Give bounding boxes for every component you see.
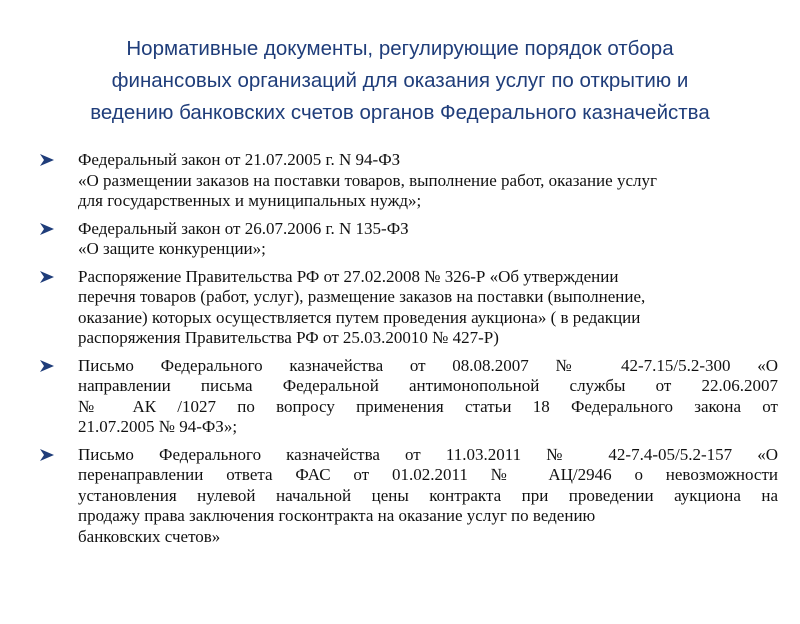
list-item-line: Письмо Федерального казначейства от 08.08.2007 № 42-7.15/5.2-300 «О bbox=[78, 355, 778, 375]
list-item-line: Распоряжение Правительства РФ от 27.02.2008 № 326-Р «Об утверждении bbox=[78, 266, 619, 286]
list-item-line: оказание) которых осуществляется путем проведения аукциона» ( в редакции bbox=[78, 307, 641, 327]
list-item bbox=[38, 150, 778, 212]
list-item-line: Федеральный закон от 21.07.2005 г. N 94-ФЗ bbox=[78, 150, 401, 169]
title-line-1: Нормативные документы, регулирующие порядок отбора bbox=[126, 37, 674, 60]
slide-title bbox=[40, 33, 760, 129]
arrowhead-bullet-icon bbox=[38, 267, 58, 287]
arrowhead-bullet-icon bbox=[38, 150, 58, 170]
list-item-line: для государственных и муниципальных нужд»; bbox=[78, 191, 422, 210]
list-item-line: продажу права заключения госконтракта на оказание услуг по ведению bbox=[78, 506, 596, 525]
list-item-line: банковских счетов» bbox=[78, 526, 221, 546]
list-item-line: «О размещении заказов на поставки товаров, выполнение работ, оказание услуг bbox=[78, 170, 657, 190]
list-item-line: распоряжения Правительства РФ от 25.03.20010 № 427-Р) bbox=[78, 328, 499, 347]
list-item-line: 21.07.2005 № 94-ФЗ»; bbox=[78, 417, 238, 436]
list-item-line: № АК /1027 по вопросу применения статьи 18 Федерального закона от bbox=[78, 396, 778, 416]
title-line-2: финансовых организаций для оказания услуг по открытию и bbox=[111, 69, 689, 92]
list-item-line: «О защите конкуренции»; bbox=[78, 239, 266, 258]
arrowhead-bullet-icon bbox=[38, 445, 58, 465]
list-item-line: перенаправлении ответа ФАС от 01.02.2011 № АЦ/2946 о невозможности bbox=[78, 465, 778, 484]
list-item bbox=[38, 267, 778, 349]
document-list bbox=[38, 150, 778, 554]
list-item-line: установления нулевой начальной цены контракта при проведении аукциона на bbox=[78, 485, 778, 505]
title-line-3: ведению банковских счетов органов Федерального казначейства bbox=[90, 101, 710, 124]
list-item-line: Письмо Федерального казначейства от 11.03.2011 № 42-7.4-05/5.2-157 «О bbox=[78, 444, 778, 464]
arrowhead-bullet-icon bbox=[38, 356, 58, 376]
list-item-line: направлении письма Федеральной антимонопольной службы от 22.06.2007 bbox=[78, 376, 778, 395]
list-item bbox=[38, 219, 778, 260]
list-item-line: перечня товаров (работ, услуг), размещение заказов на поставки (выполнение, bbox=[78, 287, 646, 306]
list-item bbox=[38, 356, 778, 438]
list-item bbox=[38, 445, 778, 548]
list-item-line: Федеральный закон от 26.07.2006 г. N 135-ФЗ bbox=[78, 218, 409, 238]
arrowhead-bullet-icon bbox=[38, 219, 58, 239]
